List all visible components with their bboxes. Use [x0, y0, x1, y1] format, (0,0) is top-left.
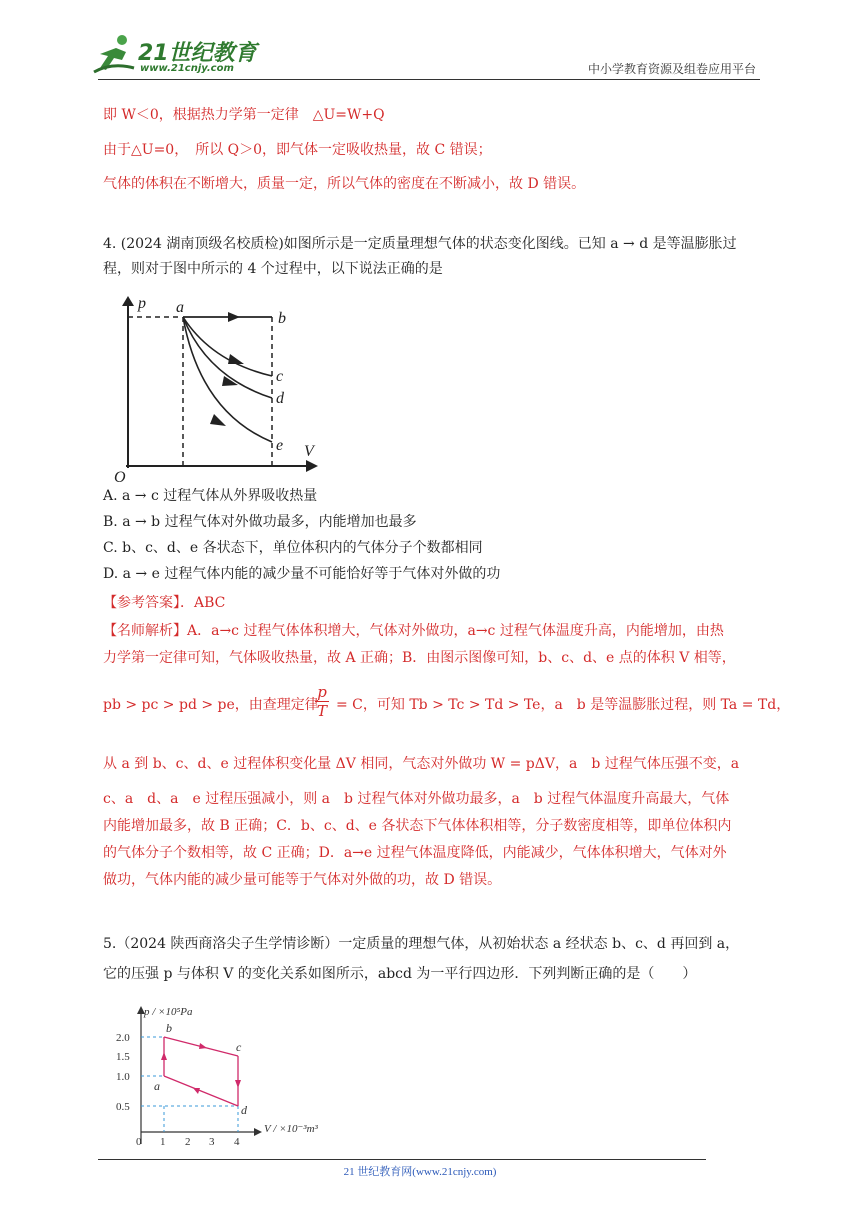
q4-o-label: O: [114, 469, 126, 486]
q4-path-ac: [183, 317, 272, 376]
q4-option-b: B. a → b 过程气体对外做功最多，内能增加也最多: [103, 514, 417, 530]
q5-y-tick-2: 1.5: [116, 1051, 130, 1063]
q4-analysis-3b: = C，可知 Tb > Tc > Td > Te，a b 是等温膨胀过程，则 Ta = Td，: [336, 697, 791, 713]
q5-x-tick-4: 4: [234, 1136, 240, 1148]
footer-text: 21 世纪教育网(www.21cnjy.com): [343, 1166, 497, 1178]
q5-x-label: V / ×10⁻³m³: [264, 1123, 318, 1135]
q4-path-ad: [183, 317, 272, 398]
q4-fraction-denominator: T: [316, 702, 327, 720]
q5-stem-line-2: 它的压强 p 与体积 V 的变化关系如图所示，abcd 为一平行四边形．下列判断正确的是（ ）: [103, 966, 697, 982]
q5-y-tick-3: 1.0: [116, 1071, 130, 1083]
q5-pv-graph: [108, 1002, 348, 1148]
q4-analysis-4: 从 a 到 b、c、d、e 过程体积变化量 ΔV 相同，气态对外做功 W = pΔV，a b 过程气体压强不变，a: [103, 756, 740, 772]
q4-point-b: b: [278, 310, 286, 327]
q4-point-c: c: [276, 368, 284, 385]
q5-x-tick-1: 1: [160, 1136, 166, 1148]
q4-analysis-5: c、a d、a e 过程压强减小，则 a b 过程气体对外做功最多，a b 过程气体温度升高最大，气体: [103, 791, 730, 807]
q4-analysis-1: 【名师解析】A．a→c 过程气体体积增大，气体对外做功，a→c 过程气体温度升高，内能增加，由热: [103, 623, 724, 639]
logo-url-text: www.21cnjy.com: [140, 63, 234, 74]
q4-v-label: V: [304, 443, 314, 460]
prev-line-2: 由于△U=0， 所以 Q＞0，即气体一定吸收热量，故 C 错误；: [103, 142, 492, 158]
q4-charles-fraction: [315, 683, 329, 720]
q4-analysis-3: [103, 694, 319, 716]
q4-fraction-numerator: p: [317, 683, 327, 701]
q5-x-tick-0: 0: [136, 1136, 142, 1148]
runner-logo-icon: [92, 34, 136, 74]
q4-p-label: p: [138, 295, 146, 312]
q5-y-label: p / ×10⁵Pa: [144, 1006, 193, 1018]
q4-option-a: A. a → c 过程气体从外界吸收热量: [103, 488, 318, 504]
header-logo: [92, 34, 262, 78]
q5-x-tick-2: 2: [185, 1136, 191, 1148]
q5-y-tick-1: 2.0: [116, 1032, 130, 1044]
prev-line-3: 气体的体积在不断增大，质量一定，所以气体的密度在不断减小，故 D 错误。: [103, 176, 586, 192]
prev-line-1: 即 W＜0，根据热力学第一定律 △U=W+Q: [103, 107, 385, 123]
q4-analysis-3a: pb > pc > pd > pe，由查理定律: [103, 697, 319, 713]
q4-option-d: D. a → e 过程气体内能的减少量不可能恰好等于气体对外做的功: [103, 566, 501, 582]
q4-point-e: e: [276, 437, 284, 454]
q4-option-c: C. b、c、d、e 各状态下，单位体积内的气体分子个数都相同: [103, 540, 483, 556]
q5-point-d: d: [241, 1103, 247, 1117]
q5-path-da: [164, 1076, 238, 1106]
q4-analysis-8: 做功，气体内能的减少量可能等于气体对外做的功，故 D 错误。: [103, 872, 502, 888]
platform-title: 中小学教育资源及组卷应用平台: [587, 62, 756, 76]
q5-point-a: a: [154, 1079, 160, 1093]
q4-answer: 【参考答案】．ABC: [103, 595, 226, 611]
q5-x-tick-3: 3: [209, 1136, 215, 1148]
q4-point-a: a: [176, 299, 184, 316]
q5-stem-line-1: 5.（2024 陕西商洛尖子生学情诊断）一定质量的理想气体，从初始状态 a 经状态 b、c、d 再回到 a，: [103, 936, 740, 952]
q5-y-tick-4: 0.5: [116, 1101, 130, 1113]
header-rule: [98, 79, 760, 80]
logo-main-text: 21世纪教育: [138, 41, 257, 66]
q5-point-b: b: [166, 1021, 172, 1035]
q5-point-c: c: [236, 1040, 242, 1054]
footer-rule: [98, 1159, 706, 1160]
q4-point-d: d: [276, 390, 284, 407]
q4-pv-graph: [112, 292, 322, 486]
q4-analysis-2: 力学第一定律可知，气体吸收热量，故 A 正确；B．由图示图像可知，b、c、d、e 点的体积 V 相等，: [103, 650, 736, 666]
q4-stem-line-2: 程，则对于图中所示的 4 个过程中，以下说法正确的是: [103, 261, 443, 277]
q4-analysis-6: 内能增加最多，故 B 正确；C．b、c、d、e 各状态下气体体积相等，分子数密度相等，即单位体积内: [103, 818, 732, 834]
q4-stem-line-1: 4. (2024 湖南顶级名校质检)如图所示是一定质量理想气体的状态变化图线。已知 a → d 是等温膨胀过: [103, 236, 737, 252]
q4-analysis-7: 的气体分子个数相等，故 C 正确；D．a→e 过程气体温度降低，内能减少，气体体积增大，气体对外: [103, 845, 727, 861]
